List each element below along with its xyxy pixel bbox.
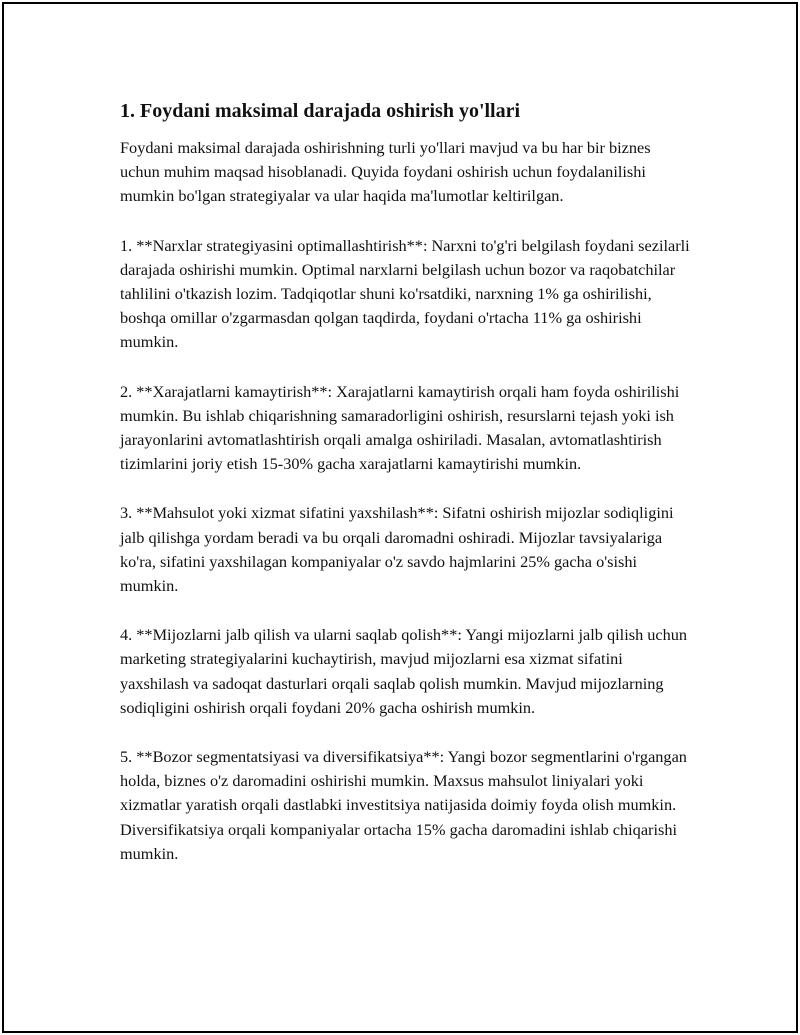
document-content — [120, 98, 694, 891]
paragraph-customer-retention: 4. **Mijozlarni jalb qilish va ularni saqlab qolish**: Yangi mijozlarni jalb qilish uchun marketing strategiyalarini kuchaytirish, mavjud mijozlarni esa xizmat sifatini yaxshilash va sadoqat dasturlari orqali saqlab qolish mumkin. Mavjud mijozlarning sodiqligini oshirish orqali foydani 20% gacha oshirish mumkin. — [120, 625, 688, 717]
paragraph-market-segmentation: 5. **Bozor segmentatsiyasi va diversifikatsiya**: Yangi bozor segmentlarini o'rgangan holda, biznes o'z daromadini oshirishi mumkin. Maxsus mahsulot liniyalari yoki xizmatlar yaratish orqali dastlabki investitsiya natijasida doimiy foyda olish mumkin. Diversifikatsiya orqali kompaniyalar ortacha 15% gacha daromadini ishlab chiqarishi mumkin. — [120, 747, 687, 863]
intro-paragraph: Foydani maksimal darajada oshirishning turli yo'llari mavjud va bu har bir biznes uchun muhim maqsad hisoblanadi. Quyida foydani oshirish uchun foydalanilishi mumkin bo'lgan strategiyalar va ular haqida ma'lumotlar keltirilgan. — [120, 138, 651, 206]
document-page — [2, 2, 798, 1033]
section-heading: 1. Foydani maksimal darajada oshirish yo'llari — [120, 100, 521, 122]
paragraph-quality-improvement: 3. **Mahsulot yoki xizmat sifatini yaxshilash**: Sifatni oshirish mijozlar sodiqligini jalb qilishga yordam beradi va bu orqali daromadni oshiradi. Mijozlar tavsiyalariga ko'ra, sifatini yaxshilagan kompaniyalar o'z savdo hajmlarini 25% gacha o'sishi mumkin. — [120, 503, 674, 596]
paragraph-pricing-strategy: 1. **Narxlar strategiyasini optimallashtirish**: Narxni to'g'ri belgilash foydani sezilarli darajada oshirishi mumkin. Optimal narxlarni belgilash uchun bozor va raqobatchilar tahlilini o'tkazish lozim. Tadqiqotlar shuni ko'rsatdiki, narxning 1% ga oshirilishi, boshqa omillar o'zgarmasdan qolgan taqdirda, foydani o'rtacha 11% ga oshirishi mumkin. — [120, 235, 690, 352]
paragraph-cost-reduction: 2. **Xarajatlarni kamaytirish**: Xarajatlarni kamaytirish orqali ham foyda oshirilishi mumkin. Bu ishlab chiqarishning samaradorligini oshirish, resurslarni tejash yoki ish jarayonlarini avtomatlashtirish orqali amalga oshiriladi. Masalan, avtomatlashtirish tizimlarini joriy etish 15-30% gacha xarajatlarni kamaytirishi mumkin. — [120, 381, 680, 474]
